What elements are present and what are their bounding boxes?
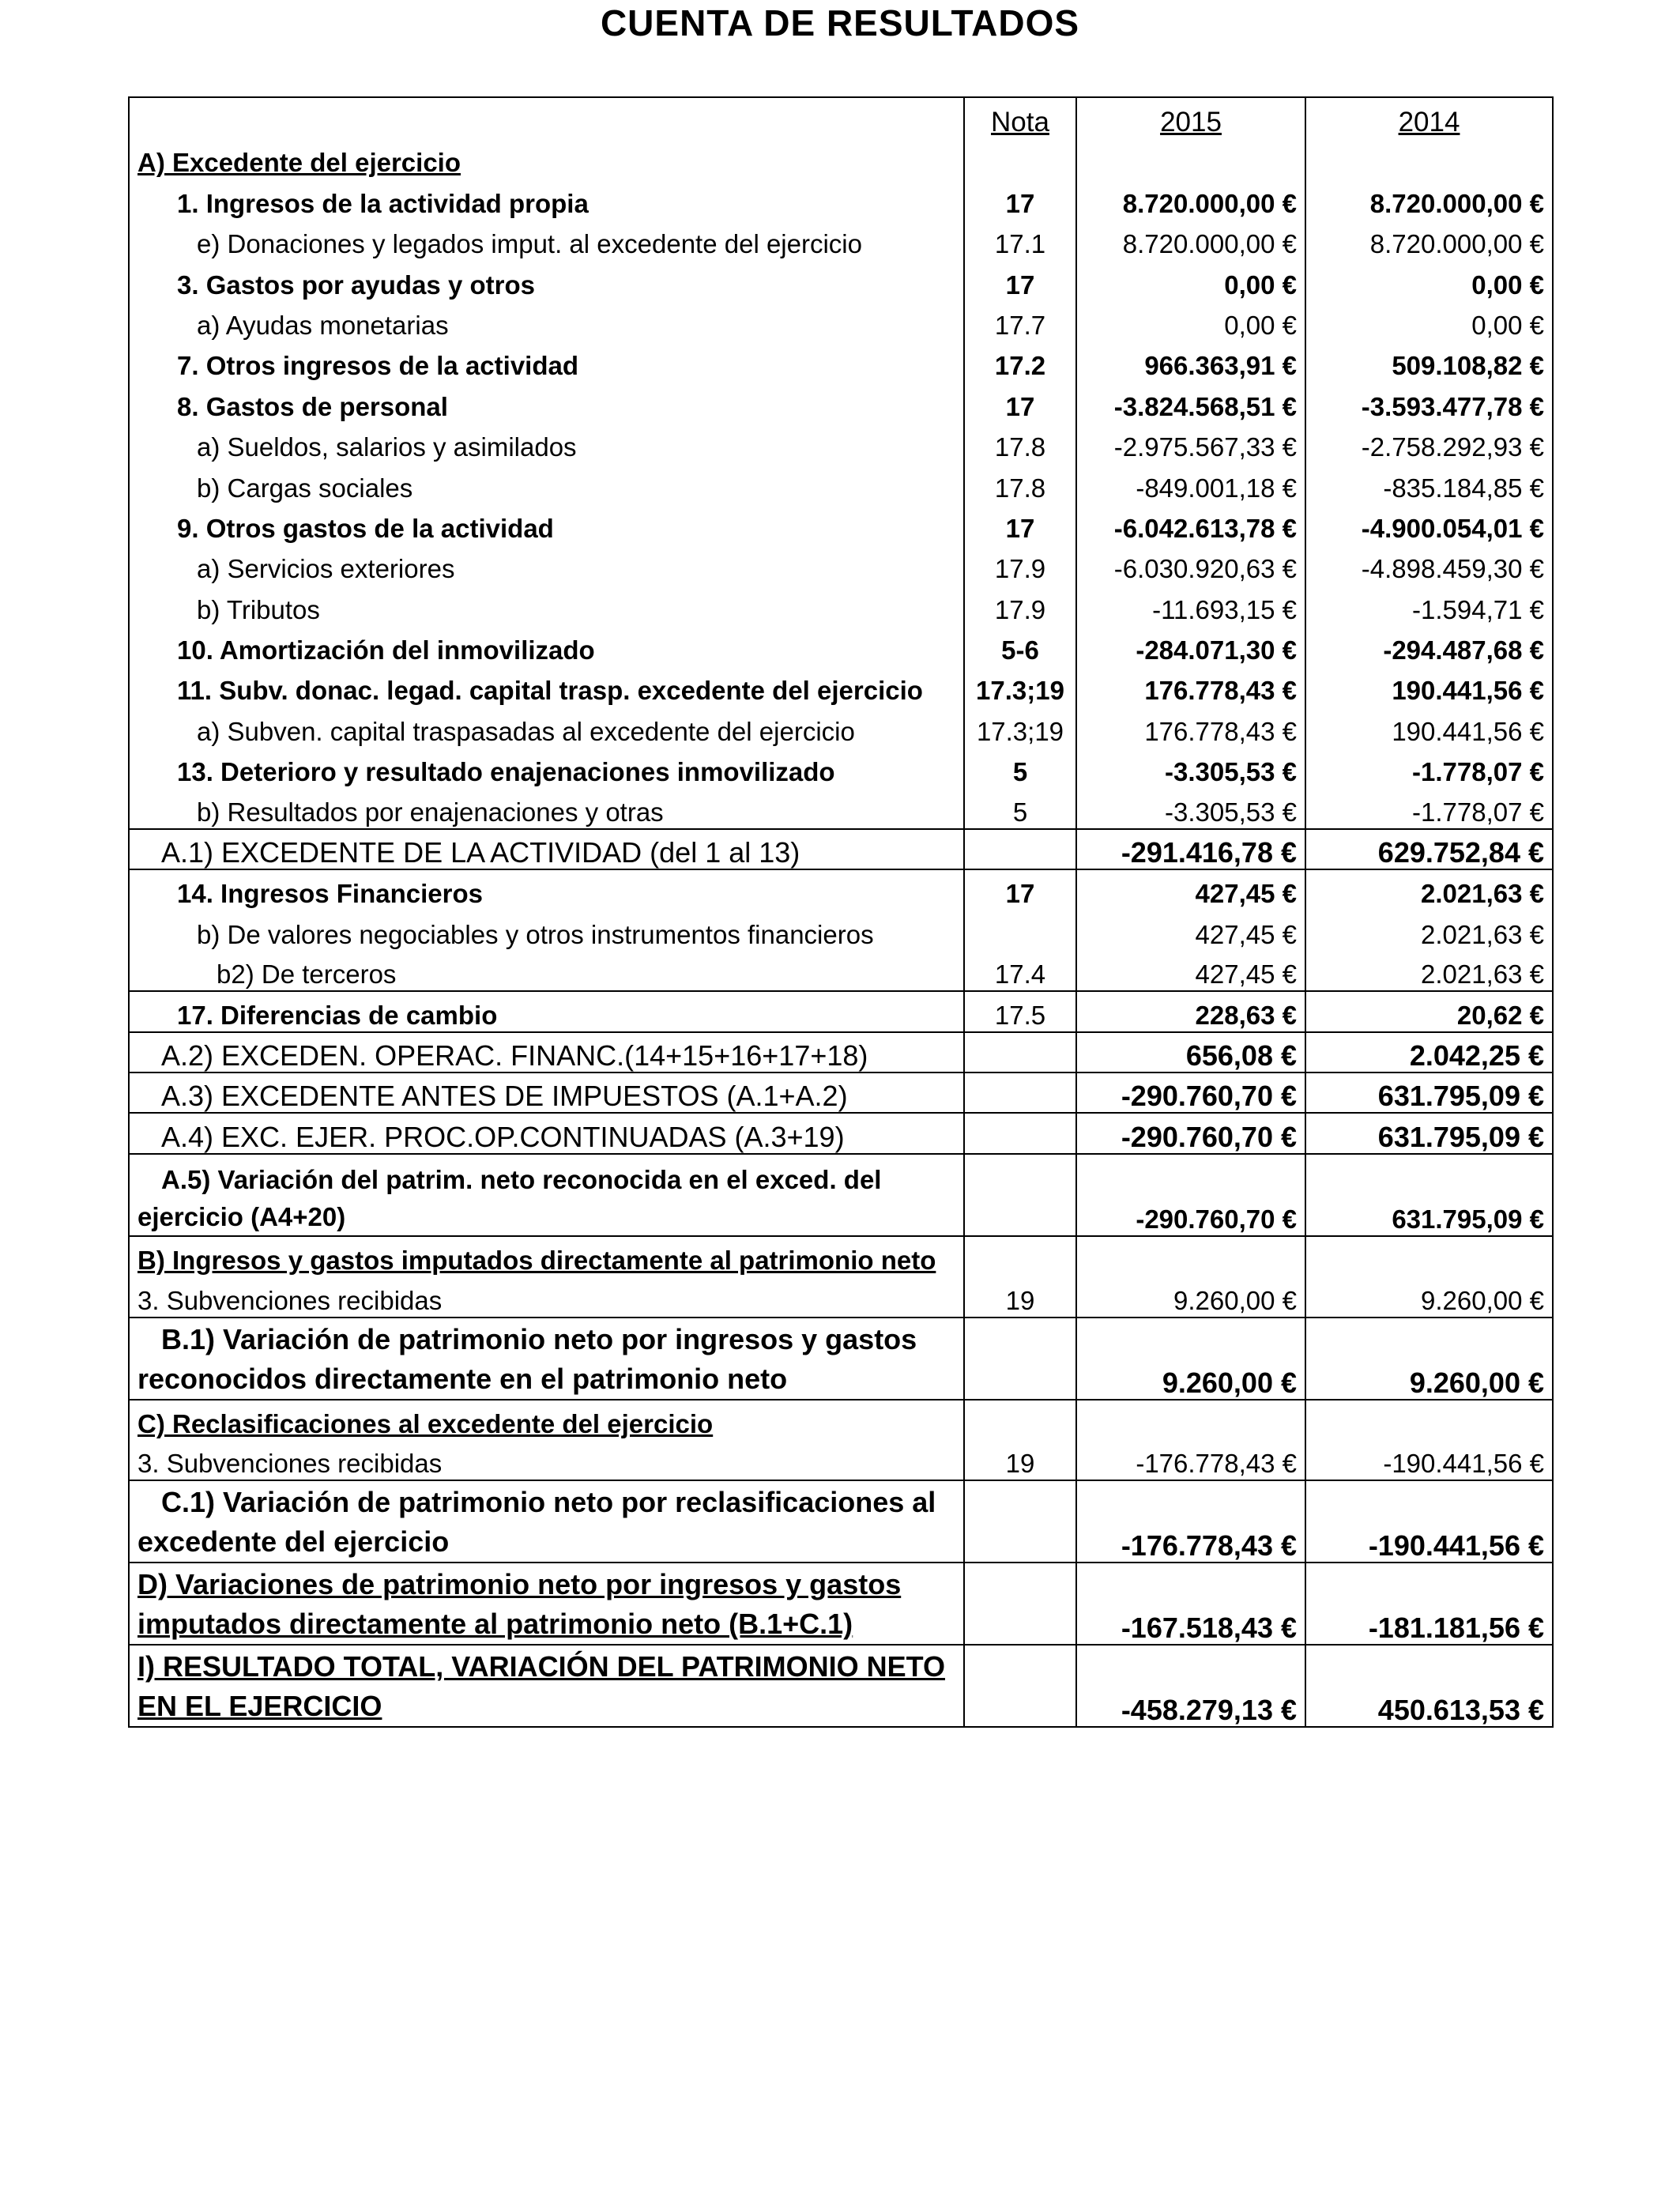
row-nota <box>964 1645 1076 1727</box>
row-label: A.4) EXC. EJER. PROC.OP.CONTINUADAS (A.3+19) <box>129 1113 964 1153</box>
row-nota <box>964 829 1076 869</box>
row-value-2015: -284.071,30 € <box>1076 626 1305 666</box>
table-row <box>129 423 1553 463</box>
row-label: A.5) Variación del patrim. neto reconocida en el exced. del ejercicio (A4+20) <box>129 1154 964 1236</box>
table-row <box>129 382 1553 422</box>
row-value-2014: 190.441,56 € <box>1305 666 1553 707</box>
row-value-2014: 8.720.000,00 € <box>1305 179 1553 219</box>
row-value-2015: 0,00 € <box>1076 301 1305 341</box>
row-label: 10. Amortización del inmovilizado <box>177 635 595 665</box>
table-row <box>129 1276 1553 1317</box>
table-row <box>129 910 1553 950</box>
row-value-2014: -3.593.477,78 € <box>1305 382 1553 422</box>
row-value-2015: -290.760,70 € <box>1076 1113 1305 1153</box>
header-label-cell <box>129 97 964 138</box>
table-row <box>129 463 1553 503</box>
table-row <box>129 179 1553 219</box>
row-value-2015: 656,08 € <box>1076 1032 1305 1072</box>
row-value-2015 <box>1076 1236 1305 1276</box>
row-value-2015: 427,45 € <box>1076 869 1305 910</box>
section-heading-row <box>129 1400 1553 1440</box>
row-label: a) Ayudas monetarias <box>197 310 449 340</box>
row-value-2014: 2.021,63 € <box>1305 910 1553 950</box>
row-nota: 17.8 <box>964 423 1076 463</box>
row-nota: 17 <box>964 504 1076 545</box>
row-value-2015: -291.416,78 € <box>1076 829 1305 869</box>
section-heading-row <box>129 1236 1553 1276</box>
row-value-2015: -11.693,15 € <box>1076 585 1305 625</box>
row-value-2014: -190.441,56 € <box>1305 1480 1553 1563</box>
subtotal-row <box>129 1318 1553 1400</box>
row-nota: 19 <box>964 1276 1076 1317</box>
row-label: D) Variaciones de patrimonio neto por ingresos y gastos imputados directamente al patrimonio neto (B.1+C.1) <box>129 1563 964 1645</box>
subtotal-row <box>129 1154 1553 1236</box>
header-row <box>129 97 1553 138</box>
row-label: 3. Gastos por ayudas y otros <box>177 270 535 300</box>
row-label: 17. Diferencias de cambio <box>129 991 964 1031</box>
row-nota: 17.9 <box>964 545 1076 585</box>
row-label: C.1) Variación de patrimonio neto por reclasificaciones al excedente del ejercicio <box>129 1480 964 1563</box>
row-value-2015: -458.279,13 € <box>1076 1645 1305 1727</box>
table-row <box>129 545 1553 585</box>
row-value-2015: -3.824.568,51 € <box>1076 382 1305 422</box>
row-value-2014: -294.487,68 € <box>1305 626 1553 666</box>
row-label: I) RESULTADO TOTAL, VARIACIÓN DEL PATRIMONIO NETO EN EL EJERCICIO <box>129 1645 964 1727</box>
table-row <box>129 748 1553 788</box>
row-value-2014: 631.795,09 € <box>1305 1113 1553 1153</box>
row-value-2014 <box>1305 1236 1553 1276</box>
row-value-2015: -290.760,70 € <box>1076 1154 1305 1236</box>
row-value-2015: 427,45 € <box>1076 910 1305 950</box>
row-value-2015 <box>1076 1400 1305 1440</box>
row-nota: 17.7 <box>964 301 1076 341</box>
income-statement-table <box>128 96 1554 1728</box>
row-nota: 17.3;19 <box>964 707 1076 747</box>
row-value-2014 <box>1305 1400 1553 1440</box>
row-label: 14. Ingresos Financieros <box>129 869 964 910</box>
row-value-2015: 176.778,43 € <box>1076 666 1305 707</box>
row-value-2014: 631.795,09 € <box>1305 1072 1553 1113</box>
table-row <box>129 788 1553 828</box>
row-value-2014: 2.021,63 € <box>1305 951 1553 991</box>
table-row <box>129 1440 1553 1480</box>
row-label: b2) De terceros <box>217 959 397 990</box>
row-value-2015: 427,45 € <box>1076 951 1305 991</box>
total-row <box>129 1563 1553 1645</box>
row-value-2014: 450.613,53 € <box>1305 1645 1553 1727</box>
row-label: A.2) EXCEDEN. OPERAC. FINANC.(14+15+16+17+18) <box>129 1032 964 1072</box>
row-label: 3. Subvenciones recibidas <box>137 1449 443 1479</box>
row-nota <box>964 1236 1076 1276</box>
row-label: B) Ingresos y gastos imputados directamente al patrimonio neto <box>129 1236 964 1276</box>
subtotal-row <box>129 829 1553 869</box>
row-value-2015: 9.260,00 € <box>1076 1276 1305 1317</box>
row-value-2015: 8.720.000,00 € <box>1076 220 1305 260</box>
row-value-2015: 0,00 € <box>1076 260 1305 300</box>
row-nota <box>964 910 1076 950</box>
row-nota <box>964 1480 1076 1563</box>
row-nota: 17 <box>964 260 1076 300</box>
row-label: a) Sueldos, salarios y asimilados <box>197 432 577 462</box>
row-label: 9. Otros gastos de la actividad <box>177 513 554 543</box>
row-value-2015: -3.305,53 € <box>1076 788 1305 828</box>
row-nota: 17.4 <box>964 951 1076 991</box>
row-label: a) Servicios exteriores <box>197 554 455 584</box>
table-row <box>129 951 1553 991</box>
row-value-2015: -176.778,43 € <box>1076 1480 1305 1563</box>
row-value-2014: -1.594,71 € <box>1305 585 1553 625</box>
row-value-2014: -181.181,56 € <box>1305 1563 1553 1645</box>
row-label: b) Cargas sociales <box>197 473 413 503</box>
subtotal-row <box>129 1113 1553 1153</box>
row-label: A.1) EXCEDENTE DE LA ACTIVIDAD (del 1 al 13) <box>129 829 964 869</box>
table-row <box>129 341 1553 382</box>
subtotal-row <box>129 1072 1553 1113</box>
row-value-2015: -2.975.567,33 € <box>1076 423 1305 463</box>
row-nota: 17.2 <box>964 341 1076 382</box>
row-label: 7. Otros ingresos de la actividad <box>177 351 579 381</box>
row-value-2015 <box>1076 138 1305 179</box>
row-value-2014: 629.752,84 € <box>1305 829 1553 869</box>
row-value-2014: -835.184,85 € <box>1305 463 1553 503</box>
row-nota <box>964 1032 1076 1072</box>
row-nota <box>964 1113 1076 1153</box>
row-nota: 17 <box>964 869 1076 910</box>
table-row <box>129 260 1553 300</box>
row-nota: 17.1 <box>964 220 1076 260</box>
row-label: b) Resultados por enajenaciones y otras <box>197 797 664 827</box>
row-label: b) Tributos <box>197 594 320 624</box>
row-value-2014: 9.260,00 € <box>1305 1276 1553 1317</box>
table-row <box>129 504 1553 545</box>
row-label: 3. Subvenciones recibidas <box>137 1285 443 1315</box>
row-value-2014: 2.021,63 € <box>1305 869 1553 910</box>
row-nota <box>964 1154 1076 1236</box>
row-label: C) Reclasificaciones al excedente del ejercicio <box>129 1400 964 1440</box>
section-heading-row <box>129 138 1553 179</box>
row-nota: 17.5 <box>964 991 1076 1031</box>
row-label: B.1) Variación de patrimonio neto por ingresos y gastos reconocidos directamente en el patrimonio neto <box>129 1318 964 1400</box>
row-value-2014: 0,00 € <box>1305 260 1553 300</box>
subtotal-row <box>129 1032 1553 1072</box>
row-value-2014: 8.720.000,00 € <box>1305 220 1553 260</box>
row-label: A) Excedente del ejercicio <box>137 148 461 178</box>
total-row <box>129 1645 1553 1727</box>
header-nota: Nota <box>964 97 1076 138</box>
row-value-2014: -4.898.459,30 € <box>1305 545 1553 585</box>
header-year-2014: 2014 <box>1305 97 1553 138</box>
row-label: 11. Subv. donac. legad. capital trasp. excedente del ejercicio <box>177 676 923 706</box>
row-value-2014: 190.441,56 € <box>1305 707 1553 747</box>
row-label: 8. Gastos de personal <box>177 391 448 421</box>
row-value-2014: 20,62 € <box>1305 991 1553 1031</box>
row-value-2014: -1.778,07 € <box>1305 748 1553 788</box>
row-label: e) Donaciones y legados imput. al excedente del ejercicio <box>197 229 862 259</box>
row-nota: 17.9 <box>964 585 1076 625</box>
table-row <box>129 220 1553 260</box>
row-value-2015: 228,63 € <box>1076 991 1305 1031</box>
row-value-2014: 2.042,25 € <box>1305 1032 1553 1072</box>
row-value-2014: 631.795,09 € <box>1305 1154 1553 1236</box>
row-nota: 5-6 <box>964 626 1076 666</box>
row-nota <box>964 1072 1076 1113</box>
table-row <box>129 869 1553 910</box>
row-label: A.3) EXCEDENTE ANTES DE IMPUESTOS (A.1+A.2) <box>129 1072 964 1113</box>
row-label: a) Subven. capital traspasadas al excedente del ejercicio <box>197 716 855 746</box>
row-label: b) De valores negociables y otros instrumentos financieros <box>197 919 874 949</box>
row-nota <box>964 1400 1076 1440</box>
row-value-2015: -3.305,53 € <box>1076 748 1305 788</box>
row-value-2015: -6.042.613,78 € <box>1076 504 1305 545</box>
row-value-2014 <box>1305 138 1553 179</box>
header-year-2015: 2015 <box>1076 97 1305 138</box>
row-nota: 19 <box>964 1440 1076 1480</box>
row-value-2014: -190.441,56 € <box>1305 1440 1553 1480</box>
row-value-2015: -849.001,18 € <box>1076 463 1305 503</box>
table-row <box>129 585 1553 625</box>
row-nota: 5 <box>964 788 1076 828</box>
row-value-2014: 509.108,82 € <box>1305 341 1553 382</box>
row-value-2014: 9.260,00 € <box>1305 1318 1553 1400</box>
row-label: 1. Ingresos de la actividad propia <box>177 188 589 218</box>
row-value-2015: -167.518,43 € <box>1076 1563 1305 1645</box>
row-value-2015: -290.760,70 € <box>1076 1072 1305 1113</box>
subtotal-row <box>129 1480 1553 1563</box>
page-title: CUENTA DE RESULTADOS <box>600 2 1080 43</box>
row-label: 13. Deterioro y resultado enajenaciones inmovilizado <box>177 757 835 787</box>
table-row <box>129 626 1553 666</box>
row-value-2014: -2.758.292,93 € <box>1305 423 1553 463</box>
table-row <box>129 707 1553 747</box>
row-nota <box>964 138 1076 179</box>
table-row <box>129 666 1553 707</box>
row-nota: 17 <box>964 179 1076 219</box>
row-value-2015: 9.260,00 € <box>1076 1318 1305 1400</box>
table-row <box>129 991 1553 1031</box>
row-value-2015: -6.030.920,63 € <box>1076 545 1305 585</box>
row-value-2015: 966.363,91 € <box>1076 341 1305 382</box>
row-value-2014: 0,00 € <box>1305 301 1553 341</box>
table-row <box>129 301 1553 341</box>
row-nota: 5 <box>964 748 1076 788</box>
row-value-2014: -1.778,07 € <box>1305 788 1553 828</box>
row-value-2014: -4.900.054,01 € <box>1305 504 1553 545</box>
row-value-2015: 8.720.000,00 € <box>1076 179 1305 219</box>
row-nota: 17 <box>964 382 1076 422</box>
row-nota <box>964 1563 1076 1645</box>
row-nota: 17.3;19 <box>964 666 1076 707</box>
row-nota: 17.8 <box>964 463 1076 503</box>
row-value-2015: -176.778,43 € <box>1076 1440 1305 1480</box>
row-nota <box>964 1318 1076 1400</box>
row-value-2015: 176.778,43 € <box>1076 707 1305 747</box>
